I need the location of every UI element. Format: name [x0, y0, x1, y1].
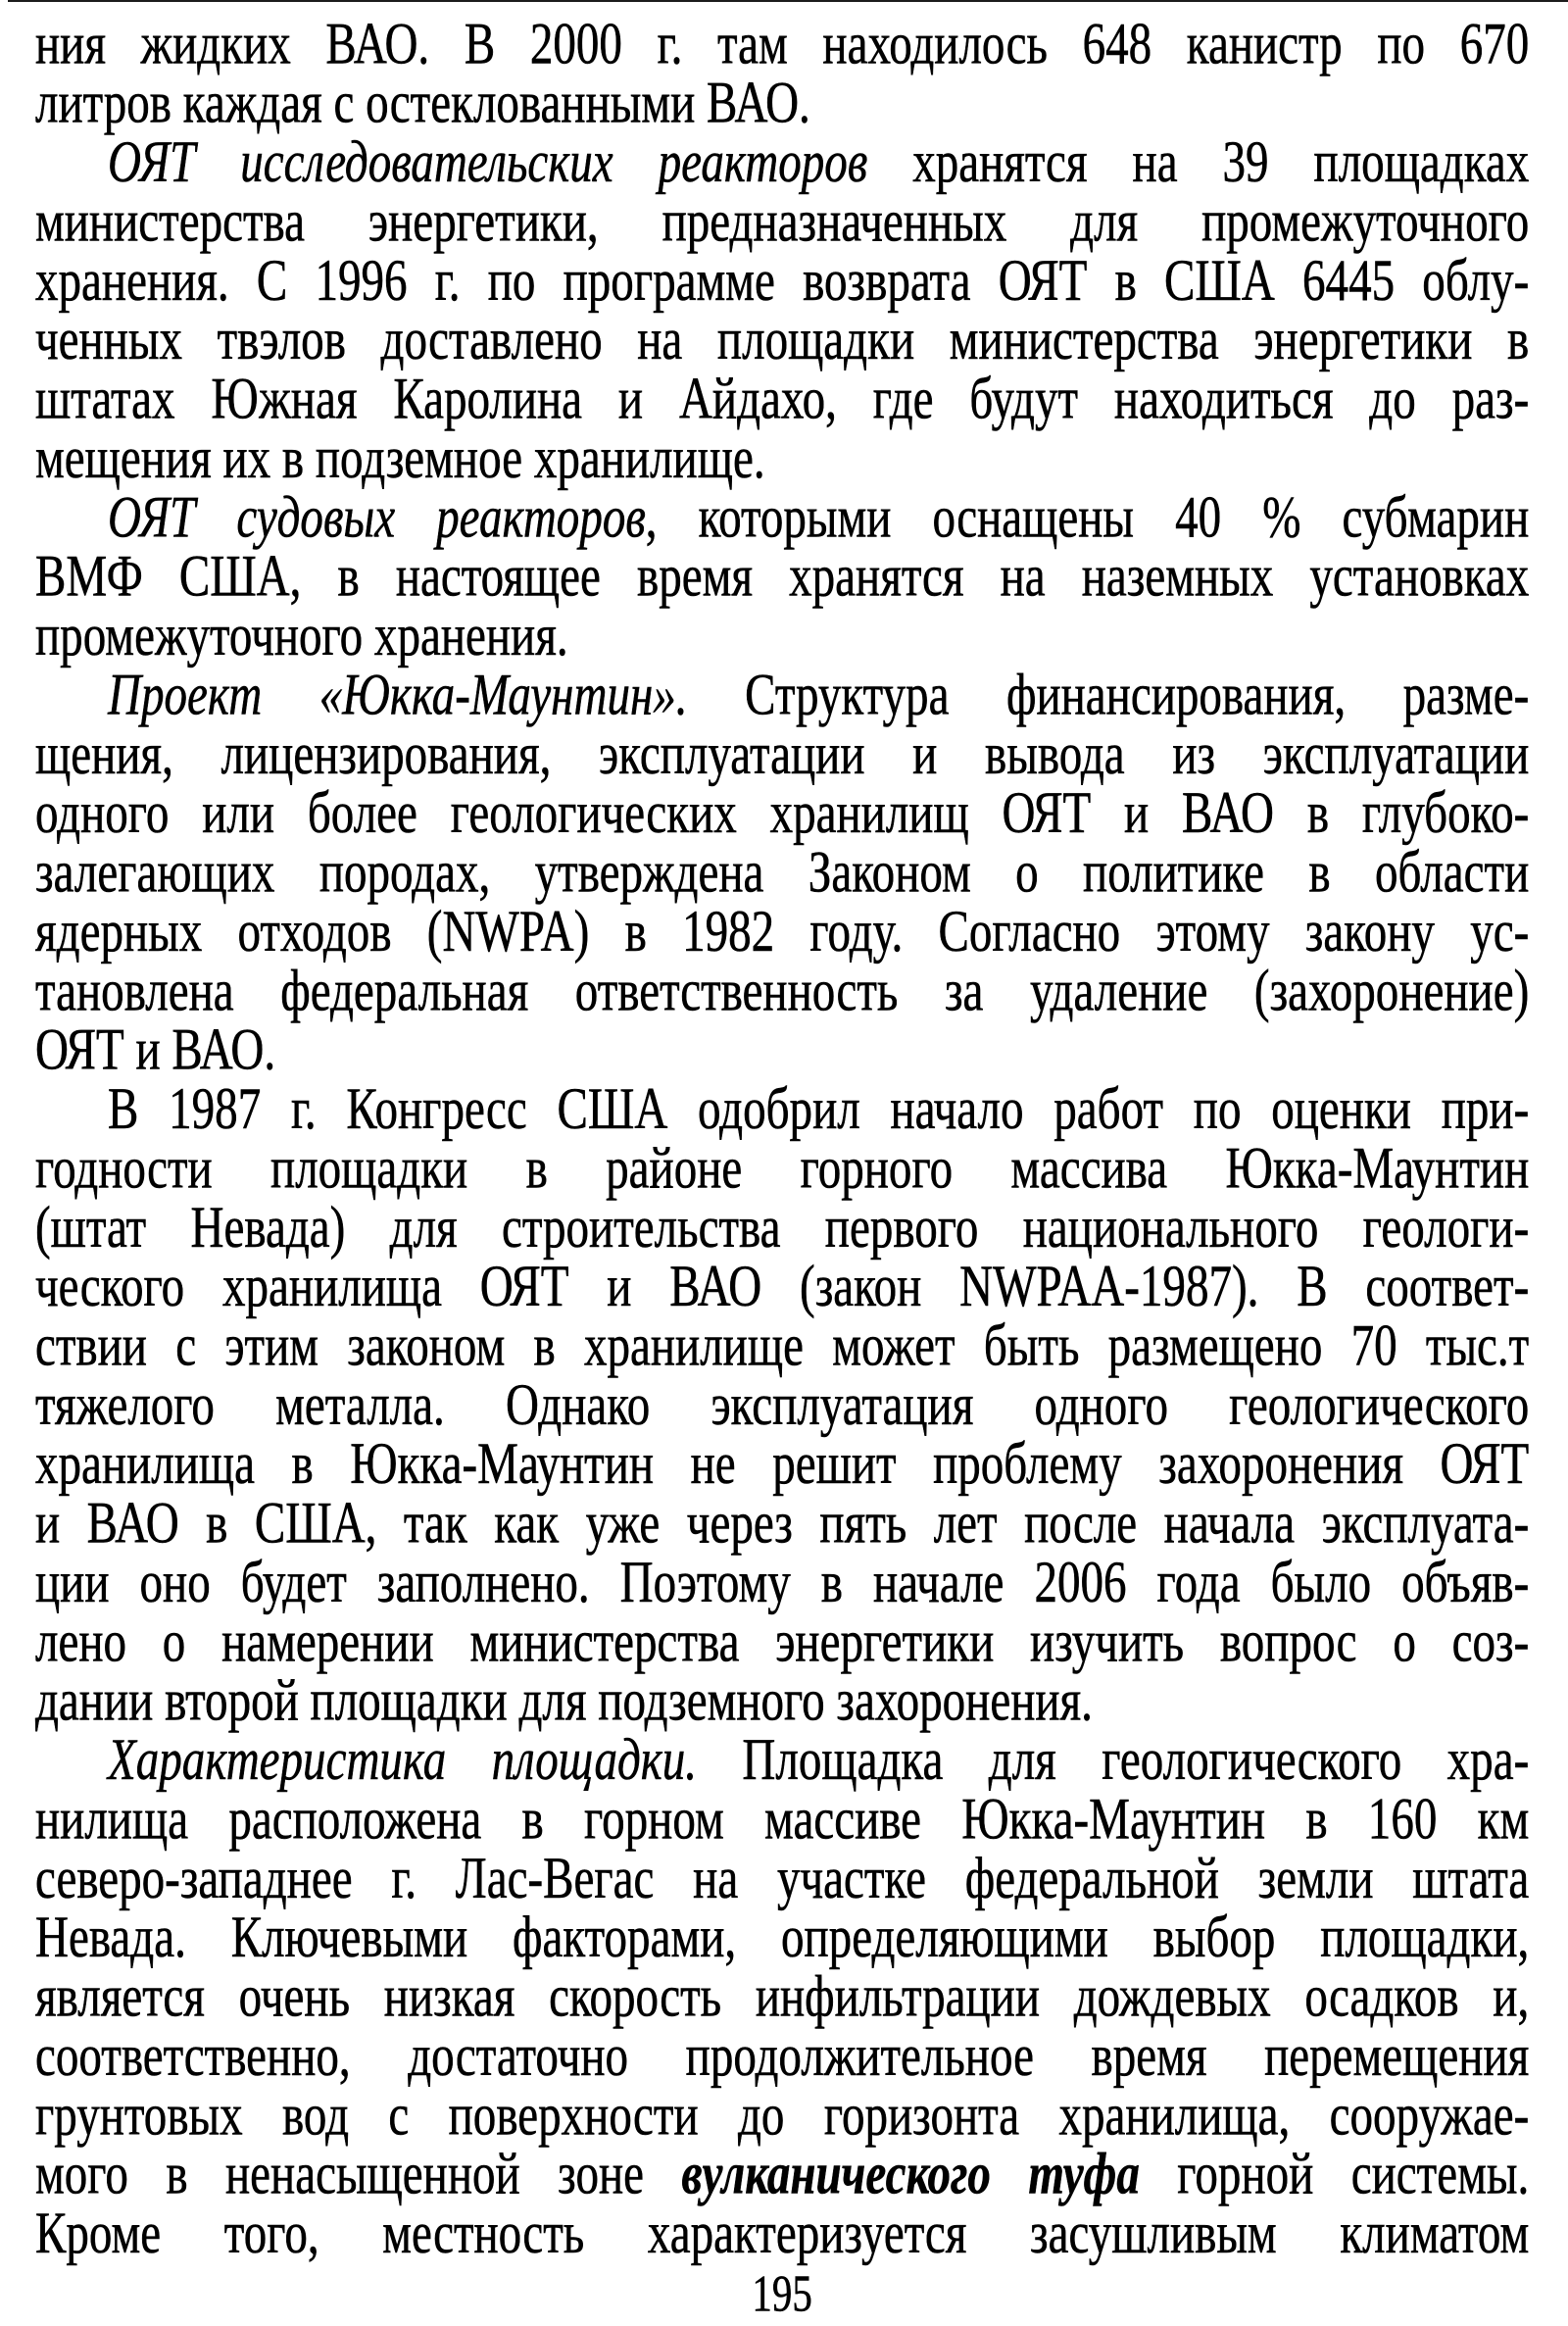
text-line	[35, 542, 1530, 610]
text-line	[35, 1194, 1530, 1261]
text-segment: Структура финансирования, разме-	[687, 661, 1530, 727]
text-segment: (штат Невада) для строительства первого национального геологи-	[35, 1194, 1530, 1261]
text-line	[35, 661, 1530, 727]
text-segment: дании второй площадки для подземного захоронения.	[35, 1667, 1093, 1734]
text-block	[35, 10, 1530, 2324]
text-segment: нилища расположена в горном массиве Юкка-Маунтин в 160 км	[35, 1785, 1530, 1852]
text-line	[35, 1371, 1530, 1438]
text-segment: одного или более геологических хранилищ ОЯТ и ВАО в глубоко-	[35, 779, 1530, 846]
text-line	[35, 1075, 1530, 1142]
text-line	[35, 1253, 1530, 1319]
text-segment: хранилища в Юкка-Маунтин не решит проблему захоронения ОЯТ	[35, 1430, 1530, 1497]
text-segment: Кроме того, местность характеризуется засушливым климатом	[35, 2200, 1530, 2266]
text-line	[35, 1489, 1530, 1557]
text-line	[35, 1015, 1529, 1083]
text-line	[35, 1845, 1530, 1911]
text-line	[35, 483, 1530, 550]
text-segment: ченных твэлов доставлено на площадки министерства энергетики в	[35, 306, 1530, 372]
text-segment: министерства энергетики, предназначенных для промежуточного	[35, 187, 1530, 254]
text-segment: , которыми оснащены 40 % субмарин	[645, 483, 1530, 550]
text-segment: вулканического туфа	[681, 2141, 1140, 2207]
text-segment: мого в ненасыщенной зоне	[35, 2141, 682, 2207]
text-segment: хранения. С 1996 г. по программе возврата ОЯТ в США 6445 облу-	[35, 247, 1530, 314]
text-segment: ОЯТ судовых реакторов	[108, 483, 646, 550]
text-segment: является очень низкая скорость инфильтрации дождевых осадков и,	[35, 1962, 1530, 2030]
text-line	[35, 720, 1530, 787]
text-segment: тяжелого металла. Однако эксплуатация одного геологического	[35, 1371, 1530, 1438]
text-line	[35, 838, 1530, 905]
text-line	[35, 365, 1530, 431]
text-segment: промежуточного хранения.	[35, 602, 568, 668]
text-line	[35, 2141, 1530, 2207]
text-line	[35, 1667, 1529, 1734]
text-line	[35, 1726, 1530, 1793]
text-segment: северо-западнее г. Лас-Вегас на участке федеральной земли штата	[35, 1845, 1530, 1911]
text-line	[35, 1904, 1530, 1970]
text-segment: горной системы.	[1139, 2141, 1530, 2207]
text-line	[35, 779, 1530, 846]
text-segment: хранятся на 39 площадках	[867, 128, 1530, 195]
text-line	[35, 1608, 1530, 1674]
text-line	[35, 602, 1529, 668]
text-line	[35, 306, 1530, 372]
text-line	[35, 1134, 1530, 1201]
text-segment: ции оно будет заполнено. Поэтому в начале 2006 года было объяв-	[35, 1549, 1530, 1615]
text-segment: литров каждая с остеклованными ВАО.	[35, 70, 810, 136]
text-segment: ядерных отходов (NWPA) в 1982 году. Согласно этому закону ус-	[35, 898, 1530, 965]
text-segment: соответственно, достаточно продолжительное время перемещения	[35, 2022, 1530, 2089]
text-segment: штатах Южная Каролина и Айдахо, где будут находиться до раз-	[35, 365, 1530, 431]
text-line	[35, 898, 1530, 965]
text-segment: ния жидких ВАО. В 2000 г. там находилось 648 канистр по 670	[35, 10, 1530, 76]
text-line	[35, 187, 1530, 254]
text-segment: Невада. Ключевыми факторами, определяющими выбор площадки,	[35, 1904, 1530, 1970]
text-segment: ОЯТ и ВАО.	[35, 1015, 276, 1083]
text-segment: Площадка для геологического хра-	[697, 1726, 1530, 1793]
page-number: 195	[752, 2265, 812, 2323]
text-segment: щения, лицензирования, эксплуатации и вывода из эксплуатации	[35, 720, 1530, 787]
text-segment: ствии с этим законом в хранилище может быть размещено 70 тыс.т	[35, 1311, 1530, 1378]
text-line	[35, 1311, 1530, 1378]
text-line	[35, 1430, 1530, 1497]
text-segment: тановлена федеральная ответственность за удаление (захоронение)	[35, 957, 1530, 1023]
text-segment: ОЯТ исследовательских реакторов	[108, 128, 868, 195]
text-line	[35, 1962, 1530, 2030]
text-line	[35, 957, 1530, 1023]
text-line	[35, 2200, 1530, 2266]
text-segment: лено о намерении министерства энергетики изучить вопрос о соз-	[35, 1608, 1530, 1674]
text-line	[35, 70, 1529, 136]
text-segment: В 1987 г. Конгресс США одобрил начало работ по оценки при-	[108, 1075, 1530, 1142]
text-segment: и ВАО в США, так как уже через пять лет после начала эксплуата-	[35, 1489, 1530, 1557]
text-segment: ческого хранилища ОЯТ и ВАО (закон NWPAA-1987). В соответ-	[35, 1253, 1530, 1319]
text-line	[35, 2081, 1530, 2148]
text-line	[35, 1549, 1530, 1615]
text-segment: годности площадки в районе горного массива Юкка-Маунтин	[35, 1134, 1530, 1201]
lines-container	[35, 10, 1530, 2266]
text-segment: Проект «Юкка-Маунтин».	[108, 661, 688, 727]
text-segment: залегающих породах, утверждена Законом о политике в области	[35, 838, 1530, 905]
text-segment: мещения их в подземное хранилище.	[35, 424, 765, 491]
text-line	[35, 128, 1530, 195]
text-segment: Характеристика площадки.	[108, 1726, 698, 1793]
text-line	[35, 247, 1530, 314]
text-line	[35, 1785, 1530, 1852]
text-segment: грунтовых вод с поверхности до горизонта хранилища, сооружае-	[35, 2081, 1530, 2148]
text-line	[35, 10, 1530, 76]
text-line	[35, 424, 1529, 491]
text-segment: ВМФ США, в настоящее время хранятся на наземных установках	[35, 542, 1530, 610]
text-line	[35, 2022, 1530, 2089]
scan-edge-artifact	[8, 0, 1568, 2]
